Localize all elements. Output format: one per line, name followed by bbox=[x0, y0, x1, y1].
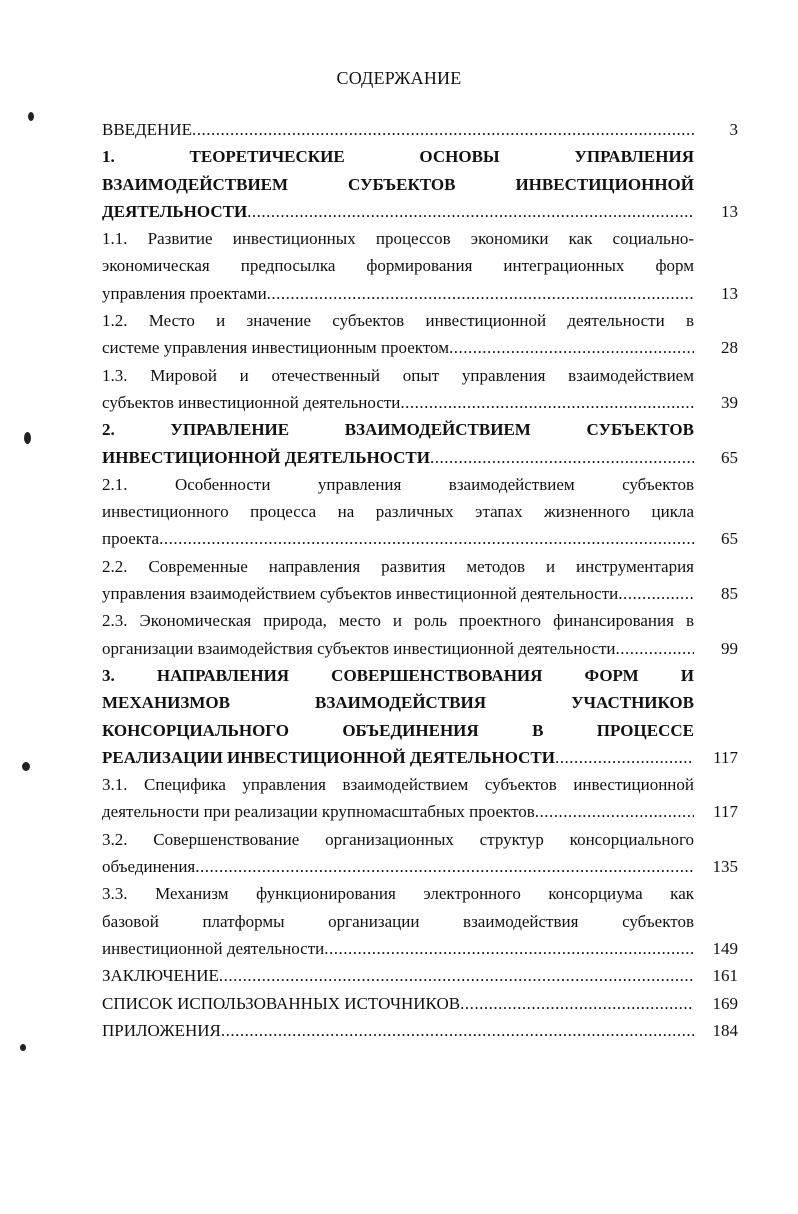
toc-line: СПИСОК ИСПОЛЬЗОВАННЫХ ИСТОЧНИКОВ ..... bbox=[102, 990, 694, 1017]
toc-line: 3.1. Специфика управления взаимодействием субъектов инвестиционной bbox=[102, 775, 694, 795]
toc-entry-chapter-2[interactable] bbox=[102, 416, 746, 471]
toc-page-number: 13 bbox=[721, 201, 738, 221]
toc-entry-section-3-3[interactable] bbox=[102, 880, 746, 962]
toc-page-number: 161 bbox=[712, 966, 738, 986]
toc-line: базовой платформы организации взаимодействия субъектов bbox=[102, 911, 694, 931]
toc-line: 1. ТЕОРЕТИЧЕСКИЕ ОСНОВЫ УПРАВЛЕНИЯ bbox=[102, 147, 694, 167]
toc-line: ЗАКЛЮЧЕНИЕ ..... bbox=[102, 962, 694, 989]
scan-speck bbox=[24, 432, 31, 444]
toc-title: СОДЕРЖАНИЕ bbox=[336, 68, 462, 88]
toc-entry-conclusion[interactable] bbox=[102, 962, 746, 989]
toc-page-number: 3 bbox=[729, 120, 738, 139]
table-of-contents bbox=[102, 116, 746, 1044]
scan-speck bbox=[22, 762, 30, 771]
toc-page-number: 99 bbox=[721, 638, 738, 658]
toc-line: управления проектами ..... bbox=[102, 280, 694, 307]
toc-line: системе управления инвестиционным проектом ..... bbox=[102, 334, 694, 361]
toc-line: субъектов инвестиционной деятельности ..... bbox=[102, 389, 694, 416]
scan-speck bbox=[20, 1044, 26, 1051]
toc-line: экономическая предпосылка формирования интеграционных форм bbox=[102, 256, 694, 276]
toc-entry-chapter-3[interactable] bbox=[102, 662, 746, 771]
toc-entry-section-3-1[interactable] bbox=[102, 771, 746, 826]
toc-page-number: 28 bbox=[721, 338, 738, 358]
toc-page-number: 65 bbox=[721, 529, 738, 549]
toc-line: деятельности при реализации крупномасштабных проектов ..... bbox=[102, 798, 694, 825]
toc-line: инвестиционной деятельности ..... bbox=[102, 935, 694, 962]
toc-entry-intro[interactable] bbox=[102, 116, 746, 143]
toc-line: 2. УПРАВЛЕНИЕ ВЗАИМОДЕЙСТВИЕМ СУБЪЕКТОВ bbox=[102, 420, 694, 440]
toc-page-number: 169 bbox=[712, 993, 738, 1013]
toc-page-number: 39 bbox=[721, 392, 738, 412]
toc-line: 3.3. Механизм функционирования электронного консорциума как bbox=[102, 884, 694, 904]
toc-page-number: 149 bbox=[712, 938, 738, 958]
toc-line: 2.3. Экономическая природа, место и роль проектного финансирования в bbox=[102, 611, 694, 631]
toc-line: МЕХАНИЗМОВ ВЗАИМОДЕЙСТВИЯ УЧАСТНИКОВ bbox=[102, 693, 694, 713]
toc-page-number: 85 bbox=[721, 584, 738, 604]
toc-entry-section-1-3[interactable] bbox=[102, 362, 746, 417]
toc-entry-section-2-2[interactable] bbox=[102, 553, 746, 608]
toc-page-number: 184 bbox=[712, 1020, 738, 1040]
toc-line: 2.2. Современные направления развития методов и инструментария bbox=[102, 556, 694, 576]
toc-line: РЕАЛИЗАЦИИ ИНВЕСТИЦИОННОЙ ДЕЯТЕЛЬНОСТИ ..... bbox=[102, 744, 694, 771]
toc-entry-section-3-2[interactable] bbox=[102, 826, 746, 881]
toc-page-number: 117 bbox=[713, 747, 738, 767]
toc-line: 3. НАПРАВЛЕНИЯ СОВЕРШЕНСТВОВАНИЯ ФОРМ И bbox=[102, 665, 694, 685]
toc-line: управления взаимодействием субъектов инвестиционной деятельности ..... bbox=[102, 580, 694, 607]
toc-line: ПРИЛОЖЕНИЯ ..... bbox=[102, 1017, 694, 1044]
toc-entry-section-2-3[interactable] bbox=[102, 607, 746, 662]
toc-page-number: 65 bbox=[721, 447, 738, 467]
toc-line: 1.1. Развитие инвестиционных процессов экономики как социально- bbox=[102, 229, 694, 249]
toc-line: проекта ..... bbox=[102, 525, 694, 552]
toc-line: организации взаимодействия субъектов инвестиционной деятельности ..... bbox=[102, 635, 694, 662]
toc-entry-section-2-1[interactable] bbox=[102, 471, 746, 553]
toc-page-number: 135 bbox=[712, 857, 738, 877]
toc-line: КОНСОРЦИАЛЬНОГО ОБЪЕДИНЕНИЯ В ПРОЦЕССЕ bbox=[102, 720, 694, 740]
toc-page-number: 117 bbox=[713, 802, 738, 822]
toc-entry-chapter-1[interactable] bbox=[102, 143, 746, 225]
toc-line: 1.3. Мировой и отечественный опыт управления взаимодействием bbox=[102, 365, 694, 385]
toc-entry-section-1-2[interactable] bbox=[102, 307, 746, 362]
toc-line: 3.2. Совершенствование организационных структур консорциального bbox=[102, 829, 694, 849]
toc-page-number: 13 bbox=[721, 283, 738, 303]
toc-line: 2.1. Особенности управления взаимодействием субъектов bbox=[102, 474, 694, 494]
toc-line: ДЕЯТЕЛЬНОСТИ ..... bbox=[102, 198, 694, 225]
toc-line: 1.2. Место и значение субъектов инвестиционной деятельности в bbox=[102, 311, 694, 331]
toc-entry-appendix[interactable] bbox=[102, 1017, 746, 1044]
toc-line: ИНВЕСТИЦИОННОЙ ДЕЯТЕЛЬНОСТИ ..... bbox=[102, 444, 694, 471]
scan-speck bbox=[28, 112, 34, 121]
toc-line: ВЗАИМОДЕЙСТВИЕМ СУБЪЕКТОВ ИНВЕСТИЦИОННОЙ bbox=[102, 174, 694, 194]
toc-entry-sources[interactable] bbox=[102, 990, 746, 1017]
toc-entry-section-1-1[interactable] bbox=[102, 225, 746, 307]
toc-line: объединения ..... bbox=[102, 853, 694, 880]
toc-line: инвестиционного процесса на различных этапах жизненного цикла bbox=[102, 502, 694, 522]
toc-line: ВВЕДЕНИЕ ..... bbox=[102, 116, 694, 143]
